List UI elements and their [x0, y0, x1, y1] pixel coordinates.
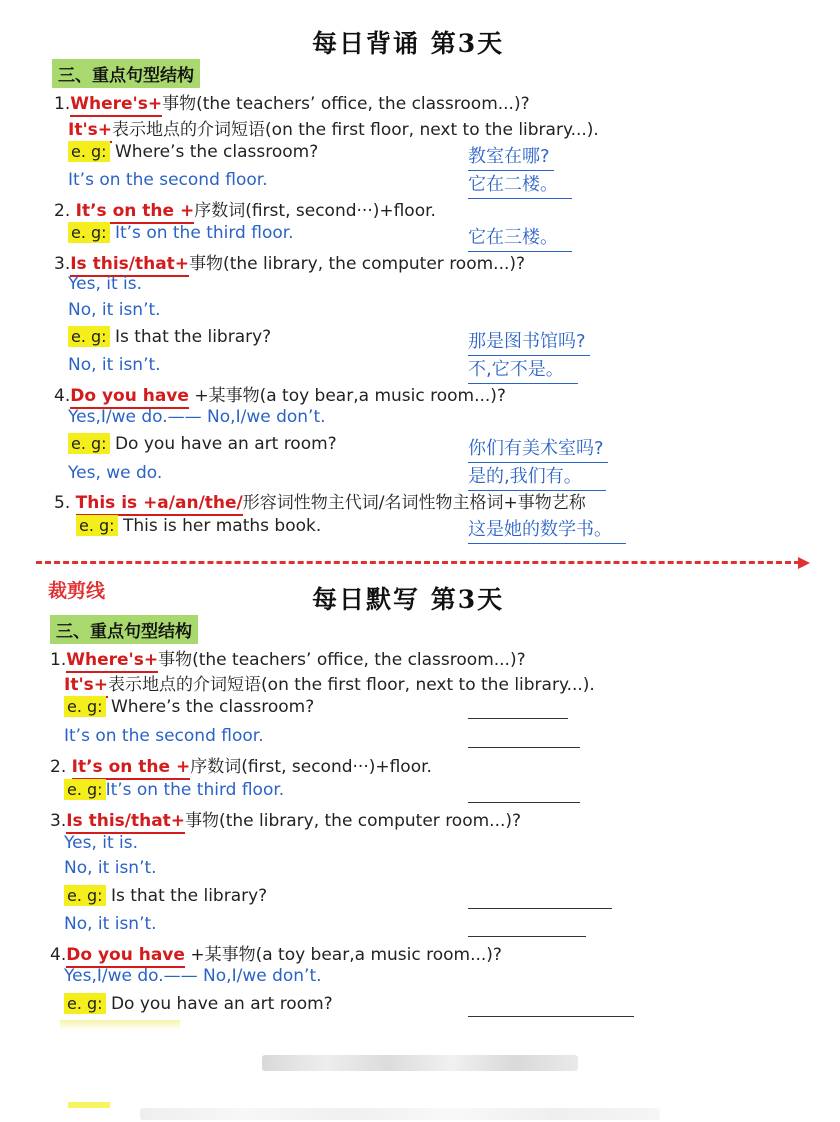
pattern-key: It's+: [64, 675, 108, 698]
recite-pattern-1b: [68, 115, 599, 140]
dictation-example-3-question: [64, 886, 267, 906]
recite-example-1-cn-answer: 它在二楼。: [468, 170, 572, 199]
pattern-text: 形容词性物主代词/名词性物主格词+事物艺称: [242, 493, 586, 513]
dictation-example-3-answer: No, it isn’t.: [64, 914, 157, 934]
dictation-example-2: [64, 780, 284, 800]
dictation-pattern-1b: [64, 670, 595, 695]
recite-example-1-answer: It’s on the second floor.: [68, 170, 268, 190]
dictation-pattern-1: [50, 645, 526, 670]
recite-example-4-question: [68, 434, 337, 454]
recite-example-3-cn-answer: 不,它不是。: [468, 355, 578, 384]
dictation-blank-5[interactable]: [468, 934, 586, 937]
pattern-key: Is this/that+: [70, 254, 189, 277]
eg-label: e. g:: [68, 326, 110, 347]
dictation-blank-4[interactable]: [468, 906, 612, 909]
recite-title: 每日背诵 第3天: [312, 29, 505, 58]
pattern-key: It’s on the +: [72, 757, 191, 780]
pattern-number: 4.: [50, 945, 67, 965]
dictation-example-1-question: [64, 697, 314, 717]
example-text: Is that the library?: [110, 886, 268, 906]
example-answer: It’s on the third floor.: [114, 223, 294, 243]
recite-example-2-cn: 它在三楼。: [468, 223, 572, 252]
blurred-watermark: [262, 1055, 578, 1071]
pattern-key: Is this/that+: [66, 811, 185, 834]
pattern-text: 序数词(first, second···)+floor.: [190, 757, 432, 777]
recite-section-heading: 三、重点句型结构: [52, 59, 200, 88]
pattern-text: +某事物(a toy bear,a music room...)?: [194, 386, 506, 406]
dictation-pattern-4: [50, 940, 502, 965]
dictation-pattern-3-no: No, it isn’t.: [64, 858, 157, 878]
dictation-blank-2[interactable]: [468, 745, 580, 748]
pattern-number: 4.: [54, 386, 71, 406]
dictation-blank-1[interactable]: [468, 716, 568, 719]
pattern-key: Do you have: [70, 386, 189, 409]
example-text: Where’s the classroom?: [114, 142, 319, 162]
example-text: Do you have an art room?: [114, 434, 337, 454]
recite-example-4-cn-answer: 是的,我们有。: [468, 462, 606, 491]
pattern-key: Where's+: [66, 650, 158, 673]
pattern-text: +某事物(a toy bear,a music room...)?: [190, 945, 502, 965]
example-text: Do you have an art room?: [110, 994, 333, 1014]
recite-pattern-5: [54, 488, 586, 513]
dictation-title: 每日默写 第3天: [312, 585, 505, 614]
recite-example-3-question: [68, 327, 271, 347]
pattern-text: 序数词(first, second···)+floor.: [194, 201, 436, 221]
pattern-key: Where's+: [70, 94, 162, 117]
cut-dashed-line: [36, 561, 800, 564]
faded-text-bottom: [140, 1108, 660, 1120]
example-answer: It’s on the third floor.: [105, 780, 285, 800]
recite-pattern-4-answers: Yes,I/we do.—— No,I/we don’t.: [68, 407, 326, 427]
eg-label: e. g:: [64, 885, 106, 906]
dictation-pattern-4-answers: Yes,I/we do.—— No,I/we don’t.: [64, 966, 322, 986]
dictation-section-heading: 三、重点句型结构: [50, 615, 198, 644]
pattern-text: 表示地点的介词短语(on the first floor, next to the library...).: [108, 675, 595, 695]
dictation-example-4-question: [64, 994, 333, 1014]
example-text: Is that the library?: [114, 327, 272, 347]
eg-label: e. g:: [68, 222, 110, 243]
pattern-key: It's+: [68, 120, 112, 143]
recite-pattern-3: [54, 249, 525, 274]
pattern-number: 2.: [54, 201, 71, 221]
dictation-example-1-answer: It’s on the second floor.: [64, 726, 264, 746]
faded-highlight-remnant: [60, 1020, 180, 1030]
faded-highlight-bottom: [68, 1102, 110, 1108]
pattern-key: It’s on the +: [76, 201, 195, 224]
pattern-number: 2.: [50, 757, 67, 777]
dictation-pattern-2: [50, 752, 432, 777]
pattern-number: 5.: [54, 493, 71, 513]
recite-example-4-cn-question: 你们有美术室吗?: [468, 434, 608, 463]
recite-example-1-cn-question: 教室在哪?: [468, 142, 554, 171]
eg-label: e. g:: [64, 696, 106, 717]
recite-example-3-cn-question: 那是图书馆吗?: [468, 327, 590, 356]
example-text: This is her maths book.: [122, 516, 322, 536]
recite-example-1-question: [68, 142, 318, 162]
recite-example-4-answer: Yes, we do.: [68, 463, 163, 483]
recite-example-5-cn: 这是她的数学书。: [468, 515, 626, 544]
pattern-text: 事物(the library, the computer room...)?: [185, 811, 522, 831]
recite-pattern-3-no: No, it isn’t.: [68, 300, 161, 320]
eg-label: e. g:: [68, 433, 110, 454]
recite-example-3-answer: No, it isn’t.: [68, 355, 161, 375]
recite-pattern-2: [54, 196, 436, 221]
eg-label: e. g:: [64, 993, 106, 1014]
pattern-text: 事物(the teachers’ office, the classroom...)?: [162, 94, 530, 114]
dictation-pattern-3-yes: Yes, it is.: [64, 833, 139, 853]
pattern-number: 3.: [54, 254, 71, 274]
pattern-key: Do you have: [66, 945, 185, 968]
cut-arrow-icon: [798, 557, 810, 569]
pattern-number: 1.: [50, 650, 67, 670]
recite-example-5: [76, 516, 321, 536]
dictation-blank-3[interactable]: [468, 800, 580, 803]
pattern-text: 事物(the library, the computer room...)?: [189, 254, 526, 274]
recite-pattern-1: [54, 89, 530, 114]
recite-example-2: [68, 223, 294, 243]
recite-pattern-3-yes: Yes, it is.: [68, 274, 143, 294]
pattern-number: 1.: [54, 94, 71, 114]
pattern-text: 表示地点的介词短语(on the first floor, next to the library...).: [112, 120, 599, 140]
dictation-pattern-3: [50, 806, 521, 831]
pattern-key: This is +a/an/the/: [76, 493, 243, 516]
eg-label: e. g:: [76, 515, 118, 536]
eg-label: e. g:: [64, 779, 106, 800]
pattern-text: 事物(the teachers’ office, the classroom...)?: [158, 650, 526, 670]
example-text: Where’s the classroom?: [110, 697, 315, 717]
dictation-blank-6[interactable]: [468, 1014, 634, 1017]
cut-line-label: 裁剪线: [48, 580, 106, 602]
pattern-number: 3.: [50, 811, 67, 831]
recite-pattern-4: [54, 381, 506, 406]
eg-label: e. g:: [68, 141, 110, 162]
